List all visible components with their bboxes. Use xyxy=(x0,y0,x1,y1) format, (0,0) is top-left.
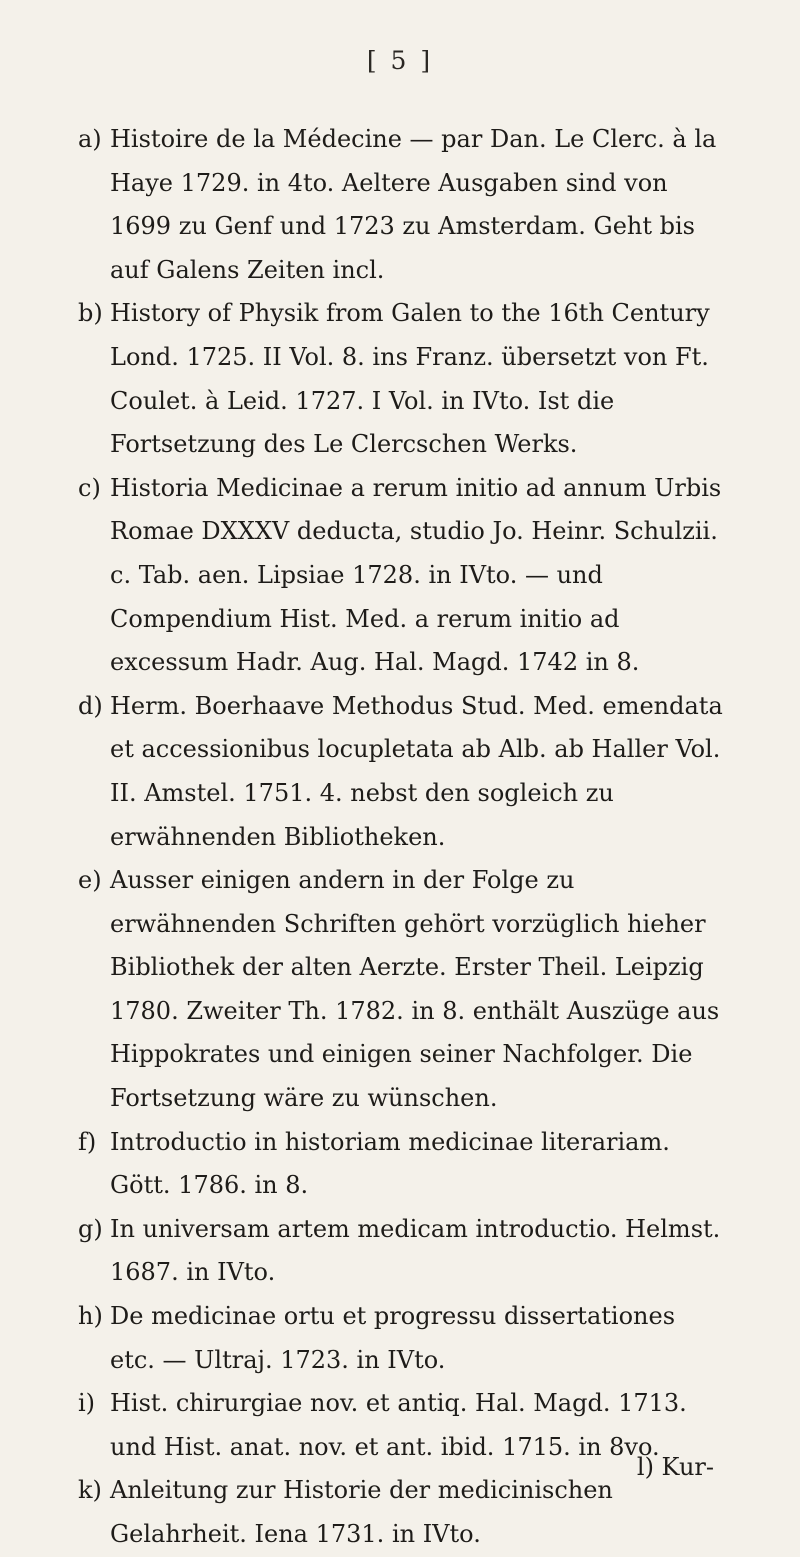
footnote-marker: e) xyxy=(78,866,102,895)
footnote-text: In universam artem medicam introductio. Helmst. 1687. in IVto. xyxy=(110,1214,721,1287)
footnote-entry xyxy=(78,1121,726,1208)
footnote-marker: b) xyxy=(78,299,103,328)
footnote-entry xyxy=(78,1295,726,1382)
footnote-marker: d) xyxy=(78,691,103,720)
footnote-text: Hist. chirurgiae nov. et antiq. Hal. Magd. 1713. und Hist. anat. nov. et ant. ibid. 1715. in 8vo. xyxy=(110,1389,687,1461)
footnote-entry xyxy=(78,467,726,685)
footnote-text: Introductio in historiam medicinae literariam. Gött. 1786. in 8. xyxy=(110,1127,670,1200)
footnote-text: Ausser einigen andern in der Folge zu erwähnenden Schriften gehört vorzüglich hieher Bibliothek der alten Aerzte. Erster Theil. Leipzig 1780. Zweiter Th. 1782. in 8. enthält Auszüge aus Hippokrates und einigen seiner Nachfolger. Die Fortsetzung wäre zu wünschen. xyxy=(110,866,720,1113)
footnote-text: History of Physik from Galen to the 16th Century Lond. 1725. II Vol. 8. ins Franz. übersetzt von Ft. Coulet. à Leid. 1727. I Vol. in IVto. Ist die Fortsetzung des Le Clercschen Werks. xyxy=(110,299,710,459)
footnote-entry xyxy=(78,118,726,292)
footnote-text: Herm. Boerhaave Methodus Stud. Med. emendata et accessionibus locupletata ab Alb. ab Haller Vol. II. Amstel. 1751. 4. nebst den sogleich zu erwähnenden Bibliotheken. xyxy=(110,691,723,851)
catchword: l) Kur- xyxy=(636,1453,714,1481)
footnote-entry xyxy=(78,859,726,1121)
footnote-entry xyxy=(78,1382,726,1469)
footnote-text: Histoire de la Médecine — par Dan. Le Clerc. à la Haye 1729. in 4to. Aeltere Ausgaben sind von 1699 zu Genf und 1723 zu Amsterdam. Geht bis auf Galens Zeiten incl. xyxy=(110,125,717,284)
footnote-entry xyxy=(78,1208,726,1295)
footnote-text: Historia Medicinae a rerum initio ad annum Urbis Romae DXXXV deducta, studio Jo. Heinr. Schulzii. c. Tab. aen. Lipsiae 1728. in IVto. — und Compendium Hist. Med. a rerum initio ad excessum Hadr. Aug. Hal. Magd. 1742 in 8. xyxy=(110,473,722,677)
footnote-text: De medicinae ortu et progressu dissertationes etc. — Ultraj. 1723. in IVto. xyxy=(110,1302,676,1374)
footnote-marker: c) xyxy=(78,473,101,502)
footnote-marker: i) xyxy=(78,1389,96,1418)
footnote-entry xyxy=(78,292,726,466)
footnote-marker: h) xyxy=(78,1302,103,1331)
footnote-entry xyxy=(78,1469,726,1556)
footnote-marker: k) xyxy=(78,1476,102,1505)
footnote-entry xyxy=(78,685,726,859)
footnote-list xyxy=(78,118,726,1557)
page-number: [ 5 ] xyxy=(366,46,434,75)
footnote-marker: g) xyxy=(78,1214,103,1243)
footnote-marker: a) xyxy=(78,125,102,153)
footnote-marker: f) xyxy=(78,1127,97,1156)
footnote-text: Anleitung zur Historie der medicinischen Gelahrheit. Iena 1731. in IVto. xyxy=(110,1476,613,1548)
